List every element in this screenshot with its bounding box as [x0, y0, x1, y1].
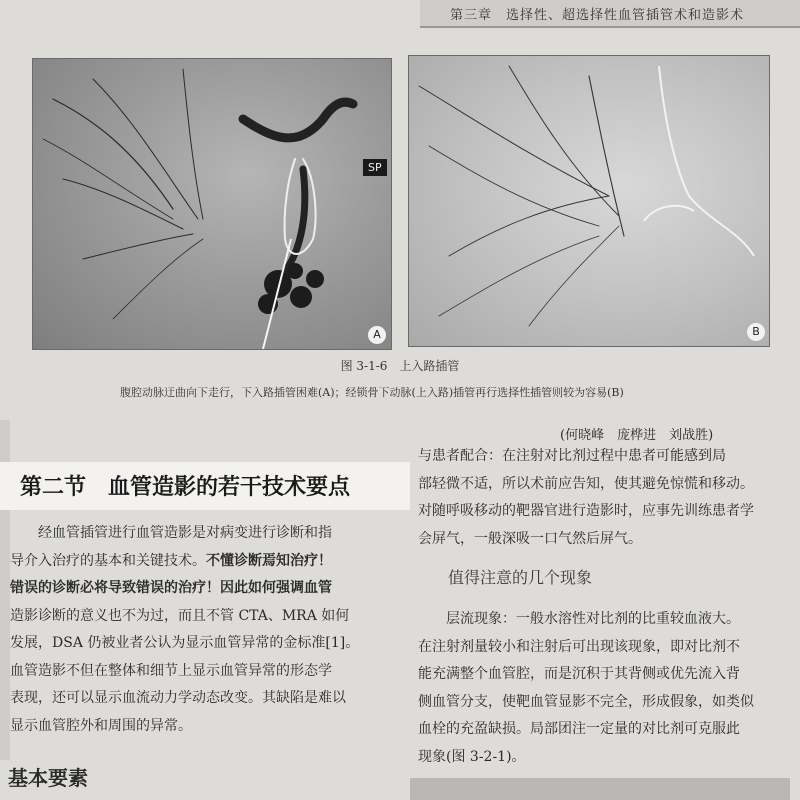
paragraph-line: 表现，还可以显示血流动力学动态改变。其缺陷是难以	[10, 690, 346, 706]
paragraph-line: 错误的诊断必将导致错误的治疗！因此如何强调血管	[10, 580, 332, 596]
paragraph-line: 部轻微不适，所以术前应告知，使其避免惊慌和移动。	[418, 475, 754, 492]
paragraph-line: 在注射剂量较小和注射后可出现该现象，即对比剂不	[418, 638, 740, 655]
paragraph-line: 血管造影不但在整体和细节上显示血管异常的形态学	[10, 662, 332, 679]
paragraph-line: 与患者配合：在注射对比剂过程中患者可能感到局	[418, 448, 726, 464]
paragraph-line: 能充满整个血管腔，而是沉积于其背侧或优先流入背	[418, 666, 740, 682]
vessel-tree-a	[33, 59, 391, 349]
paragraph-line: 现象(图 3-2-1)。	[418, 748, 526, 765]
angiogram-image-b	[408, 55, 770, 347]
next-figure-edge	[410, 778, 790, 800]
section-heading	[0, 462, 410, 510]
figure-caption-title: 图 3-1-6 上入路插管	[340, 359, 460, 373]
paragraph-line: 发展，DSA 仍被业者公认为显示血管异常的金标准[1]。	[10, 635, 360, 651]
sp-marker: SP	[363, 159, 387, 176]
paragraph-line: 经血管插管进行血管造影是对病变进行诊断和指	[10, 525, 332, 541]
paragraph-line: 侧血管分支，使靶血管显影不完全，形成假象，如类似	[418, 693, 754, 710]
paragraph-line: 显示血管腔外和周围的异常。	[10, 717, 192, 734]
panel-label-a: A	[368, 326, 386, 344]
paragraph-line: 对随呼吸移动的靶器官进行造影时，应事先训练患者学	[418, 503, 754, 519]
emphasis-text: 不懂诊断焉知治疗！	[206, 552, 332, 569]
laminar-flow-paragraph	[418, 606, 798, 771]
intro-paragraph	[10, 520, 395, 740]
paragraph-line: 会屏气，一般深吸一口气然后屏气。	[418, 530, 642, 547]
section-title: 第二节 血管造影的若干技术要点	[20, 475, 351, 500]
paragraph-text: 导介入治疗的基本和关键技术。	[10, 552, 206, 569]
paragraph-line: 造影诊断的意义也不为过，而且不管 CTA、MRA 如何	[10, 607, 350, 624]
figure-caption-description: 腹腔动脉迂曲向下走行，下入路插管困难(A)；经锁骨下动脉(上入路)插管再行选择性插管则较为容易(B)	[120, 386, 624, 399]
paragraph-line: 层流现象：一般水溶性对比剂的比重较血液大。	[418, 611, 740, 627]
chapter-title: 第三章 选择性、超选择性血管插管术和造影术	[450, 8, 745, 23]
vessel-tree-b	[409, 56, 769, 346]
patient-cooperation-paragraph	[418, 443, 798, 553]
paragraph-line	[10, 548, 395, 576]
paragraph-line: 血栓的充盈缺损。局部团注一定量的对比剂可克服此	[418, 721, 740, 737]
angiogram-image-a	[32, 58, 392, 350]
phenomena-heading: 值得注意的几个现象	[448, 568, 593, 587]
basic-elements-heading: 基本要素	[8, 766, 88, 790]
authors-line: (何晓峰 庞桦进 刘战胜)	[560, 428, 714, 443]
panel-label-b: B	[747, 323, 765, 341]
